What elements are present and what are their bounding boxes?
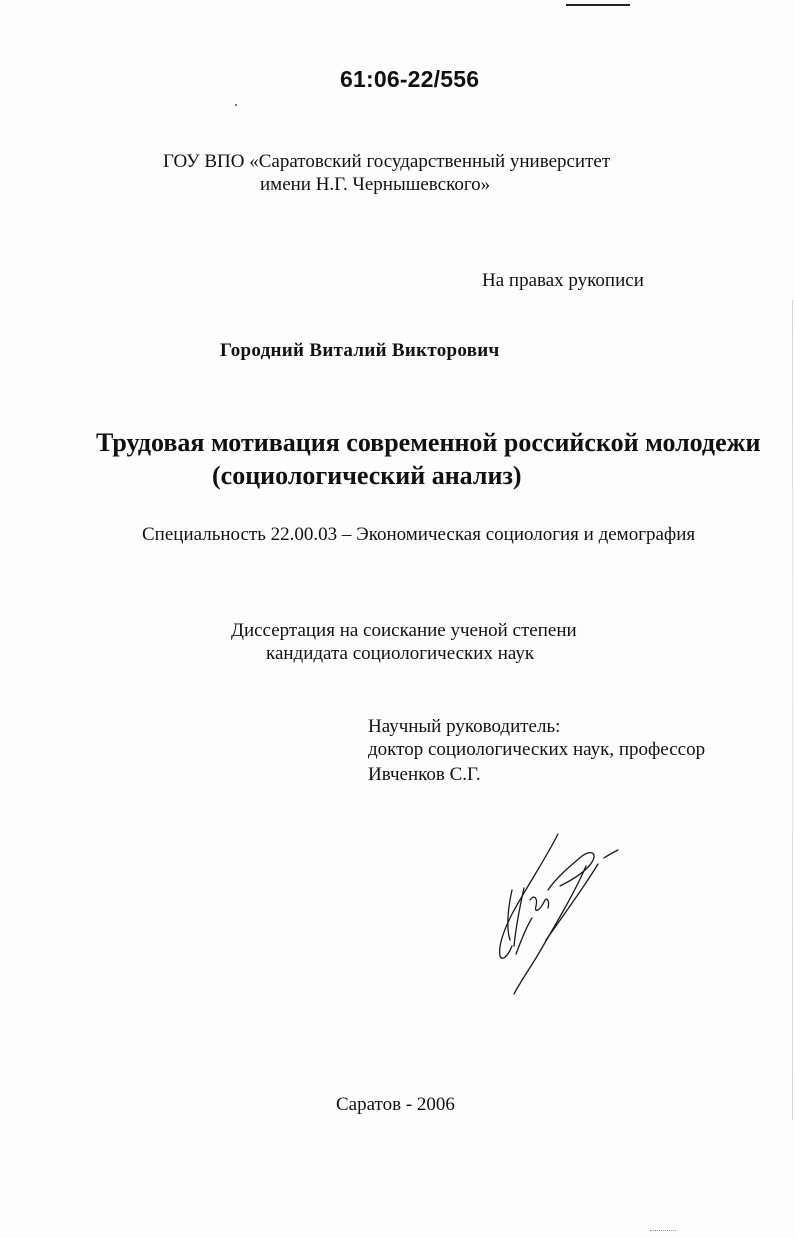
title-line-2: (социологический анализ) [212, 461, 522, 490]
supervisor-name: Ивченков С.Г. [368, 764, 481, 785]
author-name: Городний Виталий Викторович [220, 340, 500, 361]
archive-code: 61:06-22/556 [340, 66, 480, 92]
scan-speck [235, 104, 237, 106]
specialty-line: Специальность 22.00.03 – Экономическая социология и демография [142, 524, 696, 545]
supervisor-label: Научный руководитель: [368, 716, 561, 737]
manuscript-note: На правах рукописи [482, 270, 644, 291]
university-line-1: ГОУ ВПО «Саратовский государственный университет [163, 151, 611, 172]
dissertation-line-1: Диссертация на соискание ученой степени [231, 620, 577, 641]
supervisor-degree: доктор социологических наук, профессор [368, 739, 706, 760]
university-line-2: имени Н.Г. Чернышевского» [260, 174, 491, 195]
signature-icon [486, 828, 636, 998]
scan-edge [792, 300, 793, 1120]
city-year: Саратов - 2006 [336, 1094, 455, 1115]
scan-artifact-line [566, 4, 630, 6]
dissertation-line-2: кандидата социологических наук [266, 643, 535, 664]
title-line-1: Трудовая мотивация современной российской молодежи [96, 428, 761, 457]
scan-artifact-bottom [650, 1230, 676, 1232]
